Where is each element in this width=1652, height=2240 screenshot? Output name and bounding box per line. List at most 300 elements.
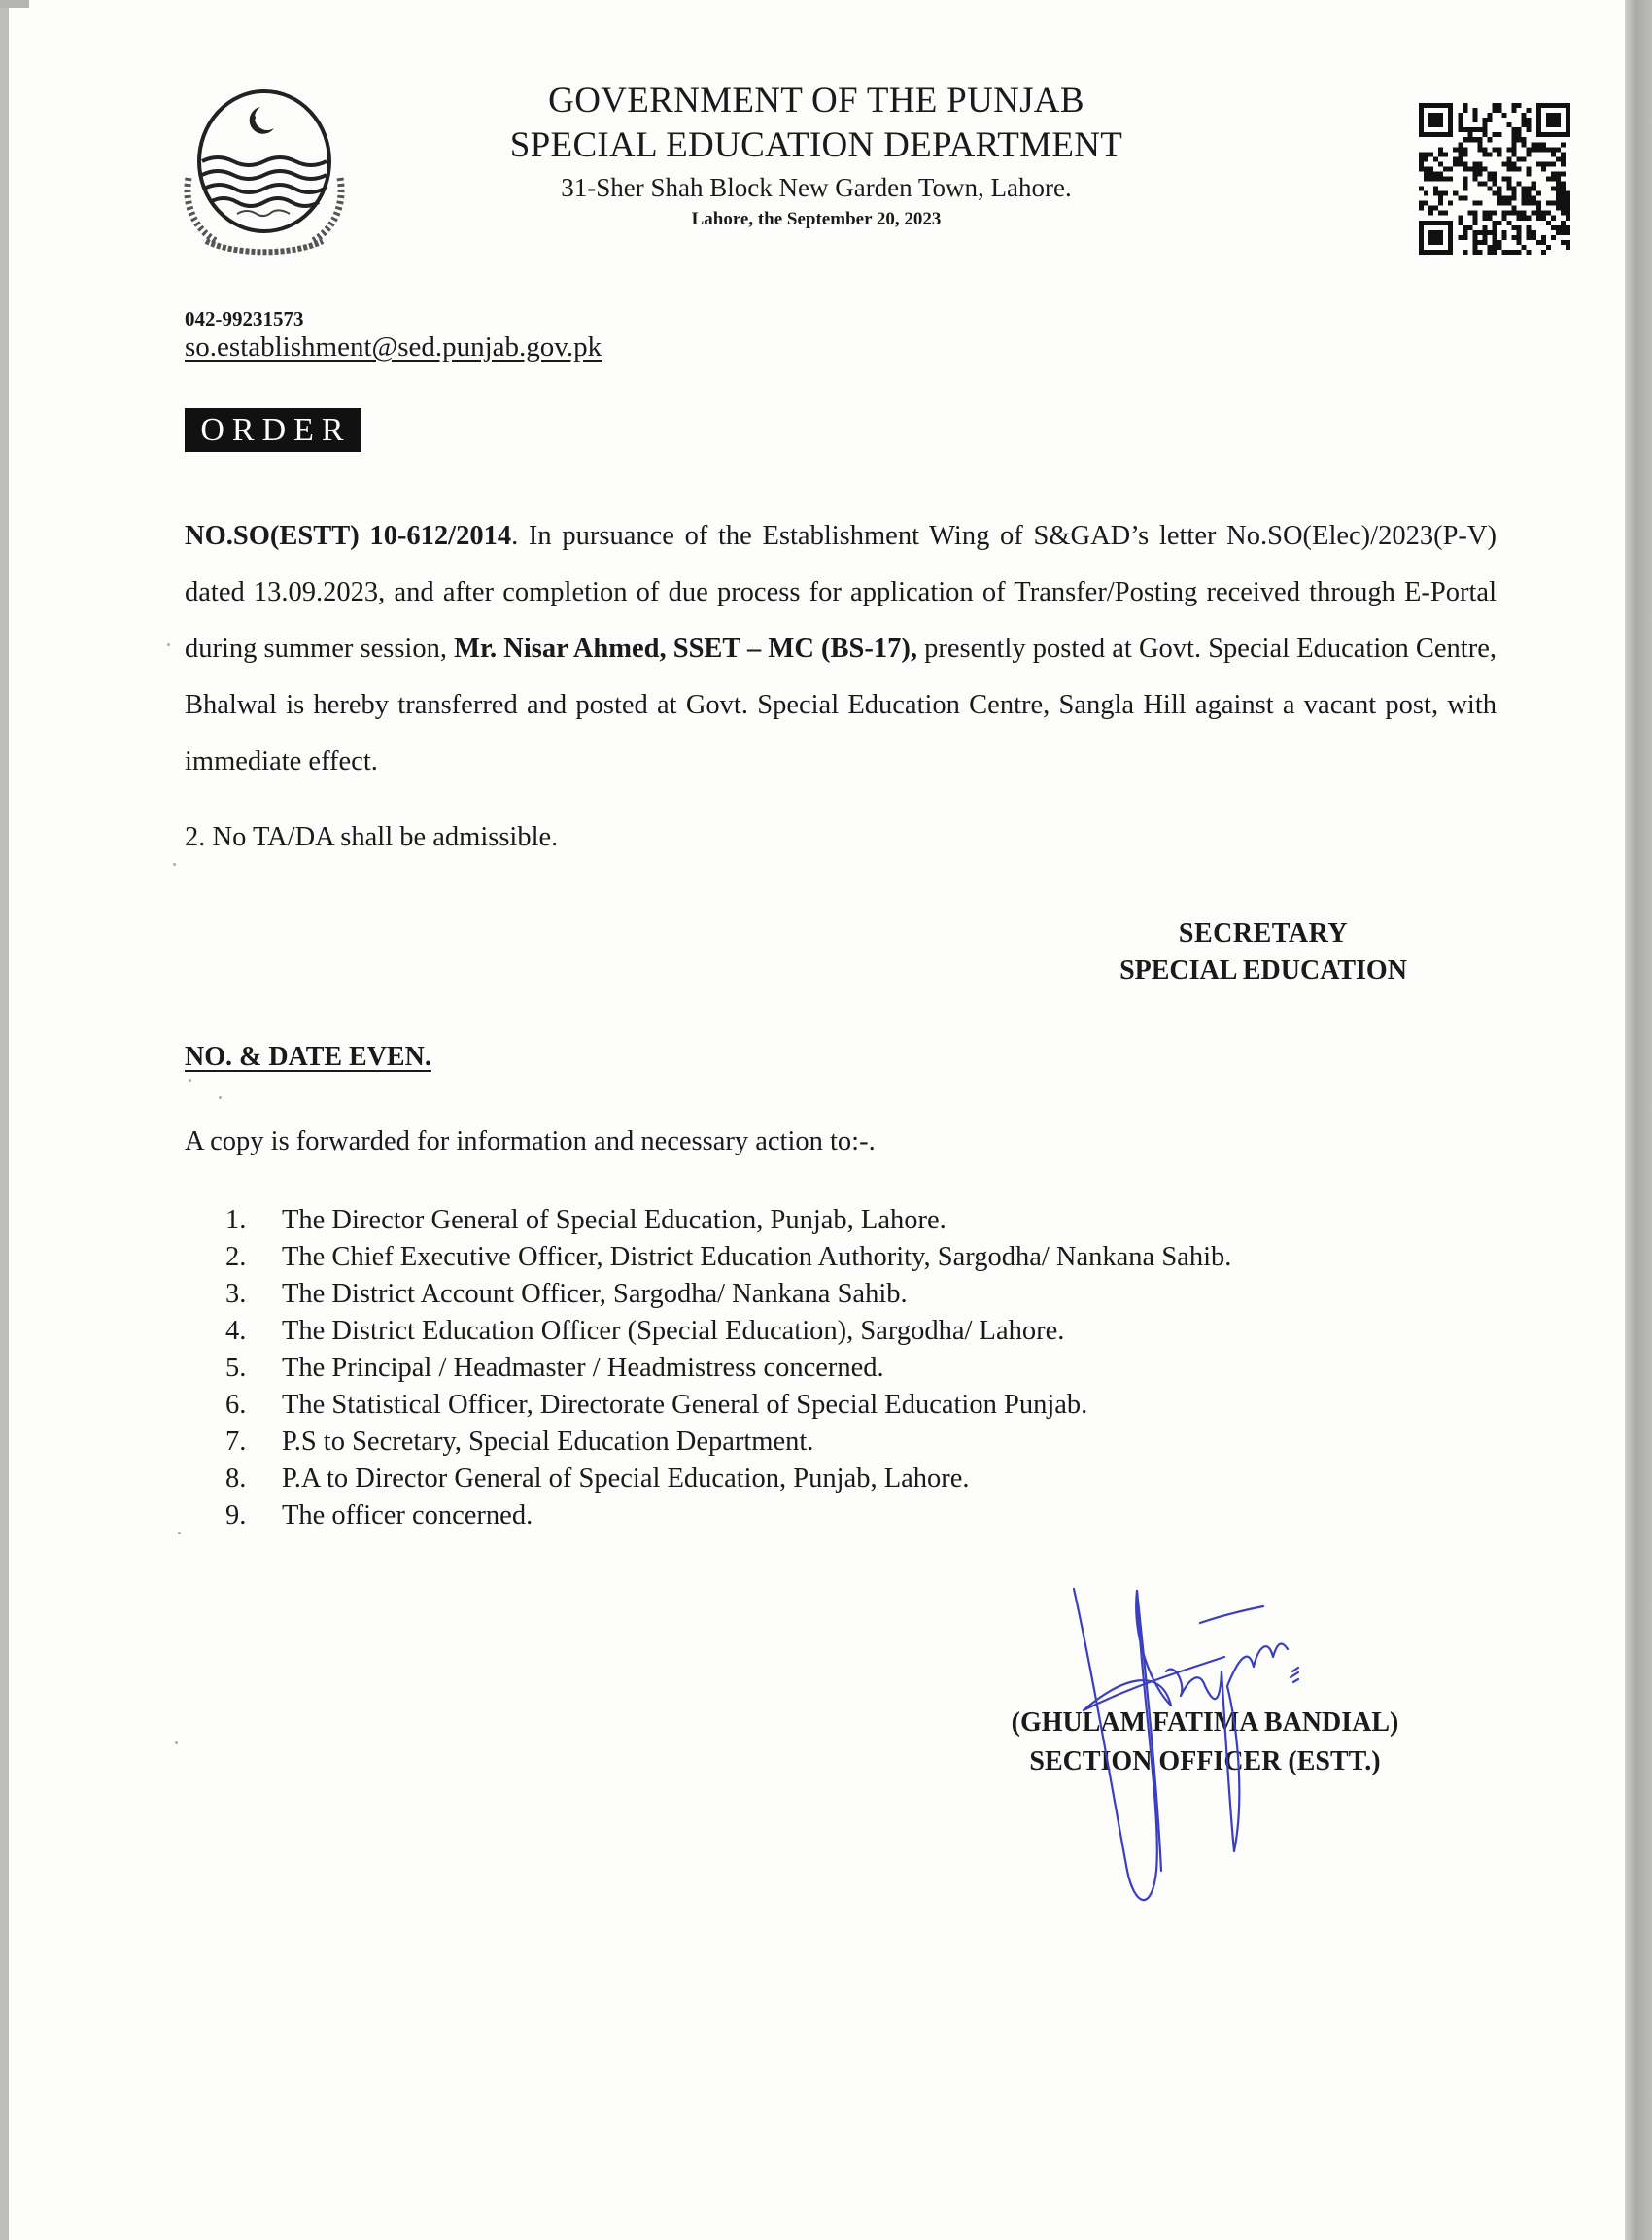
qr-module — [1522, 201, 1527, 206]
qr-module — [1527, 147, 1532, 152]
paragraph-text-a: . In pursuance of the Establishment Wing of S&GAD’s letter No.SO(Elec)/2023(P-V) dated 13.09.2023, and after completion of due process for application of Transfer/Posting received through E-Portal during summer session, — [185, 521, 1497, 664]
qr-module — [1419, 122, 1424, 127]
qr-module — [1453, 161, 1458, 166]
qr-module — [1492, 235, 1497, 240]
qr-module — [1527, 235, 1532, 240]
qr-module — [1428, 113, 1433, 118]
qr-module — [1507, 196, 1512, 201]
qr-module — [1561, 240, 1566, 245]
qr-module — [1507, 147, 1512, 152]
qr-module — [1536, 191, 1541, 196]
qr-module — [1482, 147, 1487, 152]
qr-module — [1448, 201, 1453, 206]
qr-module — [1541, 240, 1546, 245]
qr-module — [1561, 221, 1566, 225]
qr-module — [1546, 176, 1551, 181]
qr-module — [1546, 161, 1551, 166]
qr-module — [1419, 152, 1424, 156]
qr-module — [1438, 230, 1443, 235]
qr-module — [1507, 166, 1512, 171]
qr-module — [1492, 147, 1497, 152]
qr-module — [1467, 127, 1472, 132]
qr-module — [1433, 113, 1438, 118]
qr-module — [1482, 225, 1487, 230]
qr-module — [1438, 152, 1443, 156]
qr-module — [1472, 127, 1477, 132]
qr-module — [1438, 147, 1443, 152]
list-item: 2. The Chief Executive Officer, District Education Authority, Sargodha/ Nankana Sahib. — [225, 1242, 1232, 1272]
qr-module — [1482, 127, 1487, 132]
qr-module — [1448, 225, 1453, 230]
qr-module — [1546, 147, 1551, 152]
qr-module — [1566, 230, 1570, 235]
qr-module — [1512, 137, 1517, 142]
qr-module — [1438, 171, 1443, 176]
qr-module — [1536, 206, 1541, 211]
qr-module — [1419, 127, 1424, 132]
qr-module — [1419, 103, 1424, 108]
qr-module — [1551, 176, 1556, 181]
qr-module — [1512, 103, 1517, 108]
qr-module — [1428, 235, 1433, 240]
qr-module — [1517, 127, 1522, 132]
qr-module — [1556, 118, 1561, 122]
qr-module — [1458, 156, 1463, 161]
qr-module — [1448, 118, 1453, 122]
qr-module — [1419, 245, 1424, 250]
qr-module — [1492, 108, 1497, 113]
qr-module — [1487, 250, 1492, 255]
qr-module — [1448, 122, 1453, 127]
qr-module — [1487, 176, 1492, 181]
qr-module — [1487, 211, 1492, 216]
list-item: 7. P.S to Secretary, Special Education Department. — [225, 1427, 814, 1457]
qr-module — [1551, 187, 1556, 191]
qr-module — [1566, 127, 1570, 132]
qr-module — [1458, 216, 1463, 221]
qr-module — [1502, 201, 1507, 206]
qr-module — [1424, 171, 1428, 176]
qr-module — [1561, 152, 1566, 156]
qr-module — [1448, 221, 1453, 225]
qr-module — [1527, 225, 1532, 230]
qr-module — [1522, 196, 1527, 201]
qr-module — [1527, 152, 1532, 156]
qr-module — [1448, 235, 1453, 240]
list-item: 3. The District Account Officer, Sargodha/ Nankana Sahib. — [225, 1279, 908, 1309]
contact-phone: 042-99231573 — [185, 307, 304, 330]
qr-module — [1492, 211, 1497, 216]
qr-module — [1507, 201, 1512, 206]
qr-module — [1546, 211, 1551, 216]
qr-module — [1522, 122, 1527, 127]
qr-module — [1487, 216, 1492, 221]
qr-module — [1472, 235, 1477, 240]
qr-module — [1497, 103, 1502, 108]
qr-module — [1428, 230, 1433, 235]
qr-module — [1428, 250, 1433, 255]
qr-module — [1472, 166, 1477, 171]
qr-module — [1536, 211, 1541, 216]
qr-module — [1472, 221, 1477, 225]
qr-module — [1546, 245, 1551, 250]
qr-module — [1448, 166, 1453, 171]
qr-module — [1556, 201, 1561, 206]
qr-module — [1472, 250, 1477, 255]
qr-module — [1522, 118, 1527, 122]
qr-module — [1463, 103, 1467, 108]
qr-module — [1556, 230, 1561, 235]
qr-module — [1433, 156, 1438, 161]
qr-module — [1566, 211, 1570, 216]
list-item: 9. The officer concerned. — [225, 1500, 533, 1531]
qr-module — [1433, 191, 1438, 196]
qr-module — [1507, 122, 1512, 127]
qr-module — [1492, 225, 1497, 230]
scan-speck — [178, 1532, 181, 1534]
qr-module — [1487, 152, 1492, 156]
qr-module — [1546, 132, 1551, 137]
qr-module — [1419, 240, 1424, 245]
qr-module — [1566, 201, 1570, 206]
qr-module — [1487, 245, 1492, 250]
qr-module — [1458, 142, 1463, 147]
qr-module — [1522, 113, 1527, 118]
qr-module — [1419, 166, 1424, 171]
qr-module — [1477, 161, 1482, 166]
qr-module — [1482, 166, 1487, 171]
qr-module — [1522, 137, 1527, 142]
qr-module — [1467, 137, 1472, 142]
qr-module — [1512, 152, 1517, 156]
qr-module — [1532, 142, 1536, 147]
qr-module — [1463, 230, 1467, 235]
qr-module — [1424, 166, 1428, 171]
qr-module — [1517, 230, 1522, 235]
qr-module — [1467, 211, 1472, 216]
qr-module — [1566, 113, 1570, 118]
qr-module — [1443, 132, 1448, 137]
qr-module — [1463, 166, 1467, 171]
scan-edge-corner — [0, 0, 29, 8]
qr-module — [1551, 216, 1556, 221]
qr-module — [1566, 216, 1570, 221]
qr-module — [1428, 176, 1433, 181]
qr-module — [1492, 245, 1497, 250]
qr-module — [1512, 206, 1517, 211]
qr-module — [1536, 147, 1541, 152]
qr-module — [1566, 196, 1570, 201]
qr-module — [1522, 211, 1527, 216]
qr-module — [1463, 161, 1467, 166]
qr-module — [1551, 225, 1556, 230]
qr-module — [1477, 250, 1482, 255]
qr-module — [1561, 230, 1566, 235]
reference-number: NO.SO(ESTT) 10-612/2014 — [185, 521, 512, 551]
qr-module — [1467, 225, 1472, 230]
contact-email-link[interactable]: so.establishment@sed.punjab.gov.pk — [185, 331, 602, 362]
qr-module — [1472, 245, 1477, 250]
qr-module — [1419, 221, 1424, 225]
qr-module — [1566, 103, 1570, 108]
qr-module — [1438, 191, 1443, 196]
qr-module — [1507, 221, 1512, 225]
qr-module — [1482, 152, 1487, 156]
qr-module — [1527, 201, 1532, 206]
qr-module — [1448, 230, 1453, 235]
qr-module — [1492, 240, 1497, 245]
qr-module — [1438, 201, 1443, 206]
qr-module — [1551, 171, 1556, 176]
qr-module — [1458, 113, 1463, 118]
qr-module — [1482, 132, 1487, 137]
qr-module — [1443, 191, 1448, 196]
qr-module — [1512, 127, 1517, 132]
qr-module — [1502, 196, 1507, 201]
qr-module — [1507, 161, 1512, 166]
qr-module — [1522, 216, 1527, 221]
qr-module — [1482, 216, 1487, 221]
qr-module — [1482, 118, 1487, 122]
qr-module — [1527, 196, 1532, 201]
qr-module — [1438, 118, 1443, 122]
qr-module — [1541, 250, 1546, 255]
qr-module — [1536, 127, 1541, 132]
qr-module — [1438, 221, 1443, 225]
qr-module — [1453, 191, 1458, 196]
qr-module — [1561, 196, 1566, 201]
qr-module — [1512, 191, 1517, 196]
qr-module — [1541, 211, 1546, 216]
qr-module — [1443, 176, 1448, 181]
qr-module — [1536, 108, 1541, 113]
qr-module — [1527, 108, 1532, 113]
qr-module — [1541, 166, 1546, 171]
qr-module — [1472, 108, 1477, 113]
qr-module — [1472, 230, 1477, 235]
qr-module — [1428, 152, 1433, 156]
qr-module — [1502, 250, 1507, 255]
qr-module — [1458, 152, 1463, 156]
qr-module — [1512, 250, 1517, 255]
qr-module — [1477, 240, 1482, 245]
qr-module — [1487, 187, 1492, 191]
list-item: 4. The District Education Officer (Special Education), Sargodha/ Lahore. — [225, 1316, 1065, 1346]
qr-module — [1433, 118, 1438, 122]
qr-module — [1507, 187, 1512, 191]
qr-module — [1428, 221, 1433, 225]
qr-module — [1561, 191, 1566, 196]
qr-module — [1448, 127, 1453, 132]
qr-module — [1482, 230, 1487, 235]
qr-module — [1497, 221, 1502, 225]
qr-module — [1438, 250, 1443, 255]
qr-module — [1517, 182, 1522, 187]
qr-module — [1433, 250, 1438, 255]
qr-module — [1448, 240, 1453, 245]
qr-module — [1428, 211, 1433, 216]
qr-module — [1463, 137, 1467, 142]
qr-module — [1551, 103, 1556, 108]
qr-module — [1433, 132, 1438, 137]
qr-module — [1433, 221, 1438, 225]
qr-module — [1477, 182, 1482, 187]
qr-module — [1541, 216, 1546, 221]
qr-module — [1438, 113, 1443, 118]
qr-module — [1419, 225, 1424, 230]
qr-module — [1472, 240, 1477, 245]
qr-module — [1419, 235, 1424, 240]
qr-module — [1561, 211, 1566, 216]
list-item: 5. The Principal / Headmaster / Headmistress concerned. — [225, 1353, 884, 1383]
qr-module — [1551, 113, 1556, 118]
qr-module — [1419, 161, 1424, 166]
qr-module — [1532, 182, 1536, 187]
qr-module — [1566, 132, 1570, 137]
qr-module — [1472, 211, 1477, 216]
qr-module — [1561, 225, 1566, 230]
qr-module — [1458, 147, 1463, 152]
handwritten-signature-icon — [1054, 1579, 1346, 1914]
qr-module — [1536, 103, 1541, 108]
qr-module — [1566, 122, 1570, 127]
qr-module — [1419, 156, 1424, 161]
qr-module — [1502, 113, 1507, 118]
qr-module — [1546, 113, 1551, 118]
qr-module — [1502, 235, 1507, 240]
qr-module — [1438, 103, 1443, 108]
qr-module — [1428, 166, 1433, 171]
order-title: ORDER — [185, 408, 361, 452]
qr-module — [1463, 182, 1467, 187]
qr-module — [1556, 187, 1561, 191]
qr-module — [1463, 147, 1467, 152]
qr-module — [1448, 176, 1453, 181]
qr-module — [1512, 211, 1517, 216]
qr-module — [1556, 182, 1561, 187]
qr-module — [1477, 137, 1482, 142]
qr-module — [1497, 132, 1502, 137]
qr-module — [1546, 103, 1551, 108]
qr-module — [1512, 132, 1517, 137]
qr-module — [1428, 103, 1433, 108]
qr-module — [1532, 235, 1536, 240]
header-department: SPECIAL EDUCATION DEPARTMENT — [509, 125, 1123, 165]
qr-module — [1566, 191, 1570, 196]
qr-module — [1546, 122, 1551, 127]
scan-speck — [167, 643, 170, 646]
qr-module — [1507, 176, 1512, 181]
qr-module — [1522, 191, 1527, 196]
qr-module — [1438, 235, 1443, 240]
endorsement-intro: A copy is forwarded for information and necessary action to:-. — [185, 1126, 876, 1156]
qr-module — [1556, 191, 1561, 196]
qr-module — [1517, 225, 1522, 230]
qr-module — [1522, 142, 1527, 147]
list-item: 1. The Director General of Special Education, Punjab, Lahore. — [225, 1205, 946, 1235]
qr-module — [1527, 230, 1532, 235]
qr-module — [1443, 221, 1448, 225]
header-address: 31-Sher Shah Block New Garden Town, Lahore. — [561, 173, 1072, 202]
qr-module — [1472, 113, 1477, 118]
qr-module — [1492, 176, 1497, 181]
qr-module — [1497, 187, 1502, 191]
qr-module — [1477, 142, 1482, 147]
qr-module — [1497, 108, 1502, 113]
qr-module — [1424, 191, 1428, 196]
qr-module — [1517, 250, 1522, 255]
qr-module — [1512, 142, 1517, 147]
qr-module — [1419, 132, 1424, 137]
qr-module — [1424, 250, 1428, 255]
qr-module — [1477, 127, 1482, 132]
qr-module — [1556, 147, 1561, 152]
signatory-designation: SECTION OFFICER (ESTT.) — [1029, 1746, 1381, 1776]
qr-module — [1551, 122, 1556, 127]
qr-module — [1419, 113, 1424, 118]
qr-module — [1546, 221, 1551, 225]
qr-module — [1532, 187, 1536, 191]
qr-code-icon — [1419, 103, 1570, 255]
qr-module — [1512, 225, 1517, 230]
qr-module — [1546, 118, 1551, 122]
qr-module — [1502, 211, 1507, 216]
qr-module — [1438, 132, 1443, 137]
qr-module — [1424, 156, 1428, 161]
qr-module — [1458, 221, 1463, 225]
qr-module — [1492, 221, 1497, 225]
qr-module — [1541, 147, 1546, 152]
qr-module — [1438, 196, 1443, 201]
qr-module — [1458, 127, 1463, 132]
qr-module — [1433, 122, 1438, 127]
qr-module — [1433, 103, 1438, 108]
qr-module — [1472, 118, 1477, 122]
qr-module — [1522, 187, 1527, 191]
qr-module — [1438, 211, 1443, 216]
qr-module — [1536, 132, 1541, 137]
qr-module — [1512, 196, 1517, 201]
qr-module — [1497, 147, 1502, 152]
qr-module — [1517, 240, 1522, 245]
qr-module — [1536, 122, 1541, 127]
qr-module — [1453, 147, 1458, 152]
qr-module — [1419, 187, 1424, 191]
qr-module — [1497, 240, 1502, 245]
qr-module — [1507, 211, 1512, 216]
qr-module — [1428, 122, 1433, 127]
qr-module — [1433, 230, 1438, 235]
qr-module — [1487, 113, 1492, 118]
qr-module — [1492, 132, 1497, 137]
qr-module — [1477, 201, 1482, 206]
qr-module — [1556, 171, 1561, 176]
qr-module — [1424, 201, 1428, 206]
qr-module — [1551, 201, 1556, 206]
qr-module — [1458, 161, 1463, 166]
qr-module — [1532, 196, 1536, 201]
qr-module — [1487, 137, 1492, 142]
qr-module — [1551, 152, 1556, 156]
qr-module — [1428, 118, 1433, 122]
qr-module — [1556, 206, 1561, 211]
header-date: Lahore, the September 20, 2023 — [691, 209, 942, 229]
qr-module — [1546, 201, 1551, 206]
authority-title: SECRETARY — [1178, 918, 1349, 948]
qr-module — [1532, 211, 1536, 216]
qr-module — [1512, 147, 1517, 152]
qr-module — [1492, 171, 1497, 176]
